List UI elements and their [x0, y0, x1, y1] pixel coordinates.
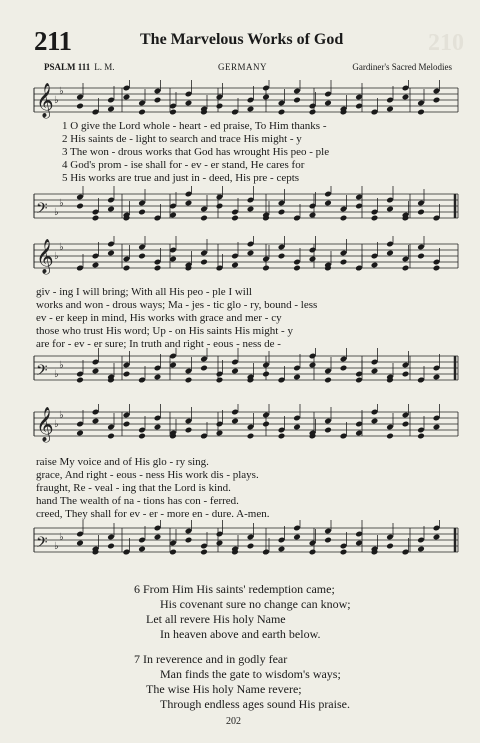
verse-7-line-3: The wise His holy Name revere;	[146, 682, 302, 696]
svg-text:♭: ♭	[59, 198, 64, 209]
svg-text:♭: ♭	[54, 419, 59, 430]
verse-1-line-2: giv - ing I will bring; With all His peo - ple I will	[36, 286, 252, 298]
hymn-number: 211	[34, 26, 72, 56]
verse-2-line-3: grace, And right - eous - ness His work dis - plays.	[36, 469, 259, 481]
svg-text:♭: ♭	[54, 251, 59, 262]
bass-staff-1	[0, 186, 480, 236]
verse-2-line-1: 2 His saints de - light to search and trace His might - y	[62, 133, 302, 145]
verse-2-line-2: works and won - drous ways; Ma - jes - tic glo - ry, bound - less	[36, 299, 318, 311]
svg-text:♭: ♭	[54, 541, 59, 552]
verse-4-line-2: those who trust His word; Up - on His saints His might - y	[36, 325, 293, 337]
page-number: 202	[226, 716, 241, 727]
svg-text:𝄢: 𝄢	[36, 534, 48, 555]
svg-text:𝄞: 𝄞	[36, 239, 54, 274]
treble-staff-2	[0, 236, 480, 286]
verse-6-line-4: In heaven above and earth below.	[160, 627, 321, 641]
svg-text:♭: ♭	[59, 532, 64, 543]
svg-text:𝄞: 𝄞	[36, 407, 54, 442]
svg-text:♭: ♭	[54, 207, 59, 218]
verse-7-line-2: Man finds the gate to wisdom's ways;	[160, 667, 341, 681]
verse-7-line-4: Through endless ages sound His praise.	[160, 697, 350, 711]
bass-staff-3	[0, 520, 480, 570]
svg-text:𝄢: 𝄢	[36, 200, 48, 221]
verse-1-line-3: raise My voice and of His glo - ry sing.	[36, 456, 209, 468]
verse-7-line-1: 7 In reverence and in godly fear	[134, 652, 288, 666]
psalm-reference	[44, 62, 115, 72]
meter-label: L. M.	[94, 62, 115, 72]
verse-5-line-1: 5 His works are true and just in - deed, His pre - cepts	[62, 172, 300, 184]
svg-text:♭: ♭	[59, 242, 64, 253]
svg-text:♭: ♭	[59, 360, 64, 371]
verse-5-line-2: are for - ev - er sure; In truth and right - eous - ness de -	[36, 338, 281, 350]
verse-3-line-1: 3 The won - drous works that God has wrought His peo - ple	[62, 146, 330, 158]
svg-text:♭: ♭	[54, 95, 59, 106]
verse-3-line-3: fraught, Re - veal - ing that the Lord is kind.	[36, 482, 231, 494]
svg-text:♭: ♭	[54, 369, 59, 380]
svg-text:♭: ♭	[59, 86, 64, 97]
tune-name: GERMANY	[218, 62, 268, 72]
verse-4-line-1: 4 God's prom - ise shall for - ev - er stand, He cares for	[62, 159, 305, 171]
treble-staff-3	[0, 404, 480, 454]
verse-4-line-3: hand The wealth of na - tions has con - ferred.	[36, 495, 239, 507]
verse-6-line-1: 6 From Him His saints' redemption came;	[134, 582, 335, 596]
verse-6-line-3: Let all revere His holy Name	[146, 612, 286, 626]
verse-3-line-2: ev - er keep in mind, His works with grace and mer - cy	[36, 312, 282, 324]
svg-text:♭: ♭	[59, 410, 64, 421]
verse-6-line-2: His covenant sure no change can know;	[160, 597, 351, 611]
hymn-title: The Marvelous Works of God	[140, 31, 344, 48]
bass-staff-2	[0, 348, 480, 398]
svg-text:𝄞: 𝄞	[36, 83, 54, 118]
svg-text:𝄢: 𝄢	[36, 362, 48, 383]
verse-5-line-3: creed, They shall for ev - er - more en - dure. A-men.	[36, 508, 270, 520]
bleed-through-number: 210	[428, 30, 464, 56]
psalm-label: PSALM 111	[44, 62, 91, 72]
tune-source: Gardiner's Sacred Melodies	[352, 62, 452, 72]
verse-1-line-1: 1 O give the Lord whole - heart - ed praise, To Him thanks -	[62, 120, 327, 132]
